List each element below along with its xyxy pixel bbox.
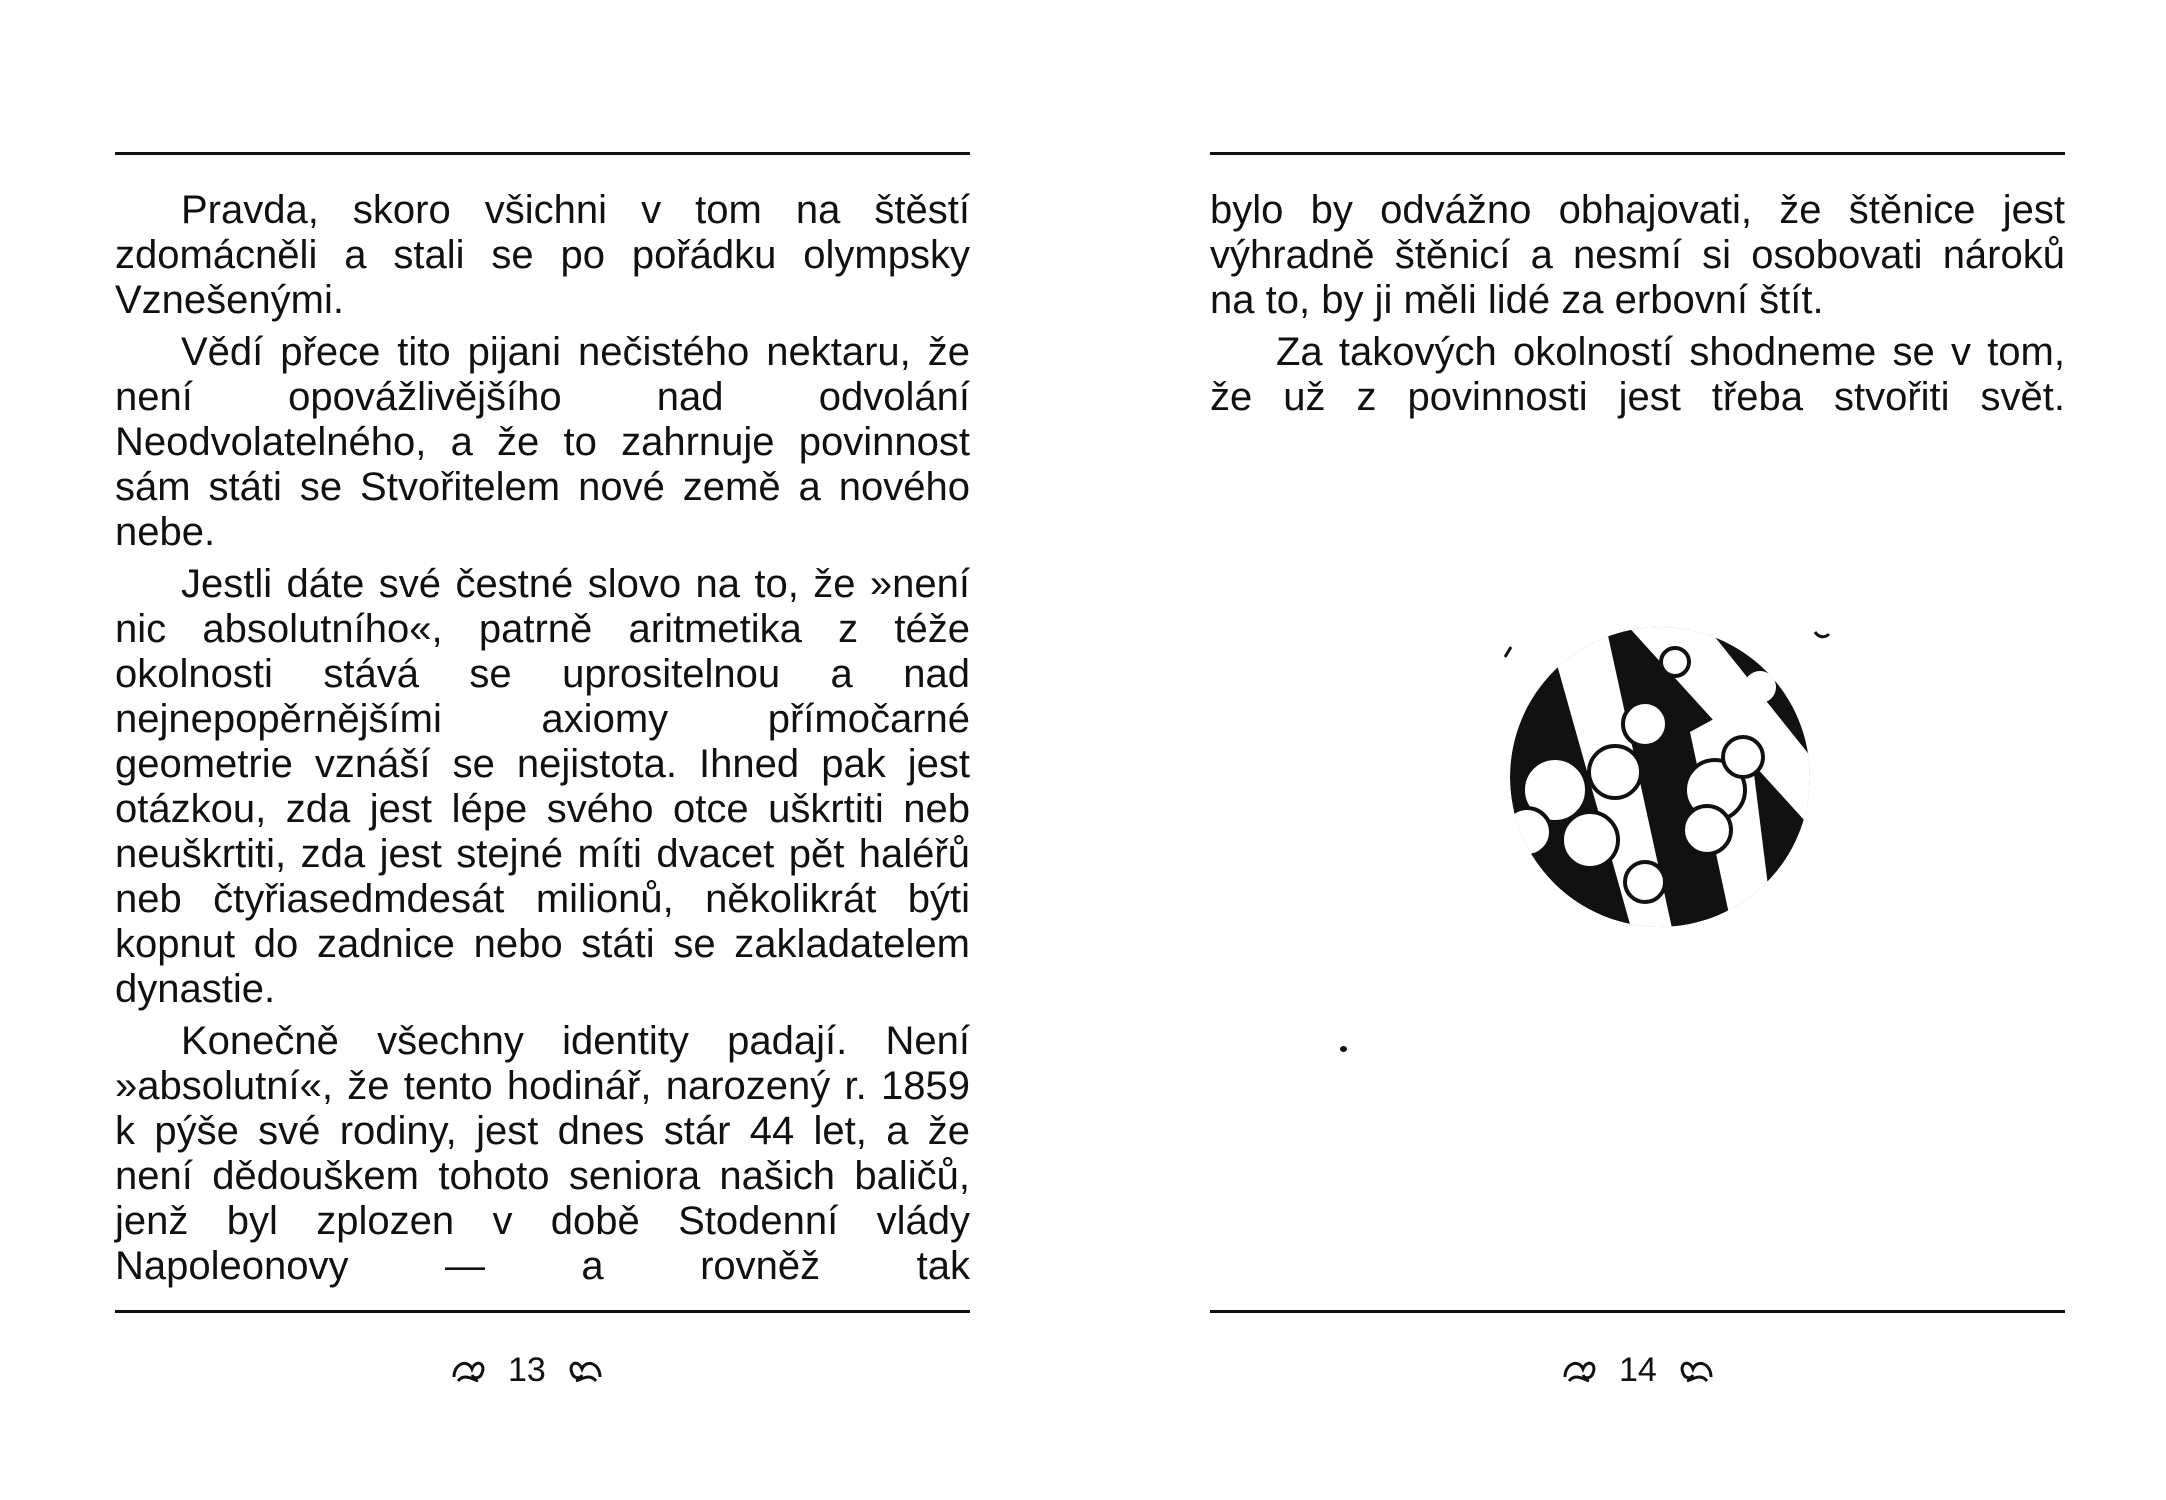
page-folio [450,1350,604,1390]
paragraph: bylo by odvážno obhajovati, že štěnice jest výhradně štěnicí a nesmí si osobovati nároků na to, by ji měli lidé za erbovní štít. [1210,188,2065,322]
page-number: 13 [508,1351,546,1389]
floral-ornament-left-icon [1561,1355,1605,1385]
top-rule [115,152,970,155]
page-number: 14 [1619,1351,1657,1389]
paragraph: Pravda, skoro všichni v tom na štěstí zdomácněli a stali se po pořádku olympsky Vznešenými. [115,188,970,322]
right-text-block [1210,188,2065,427]
paragraph: Jestli dáte své čestné slovo na to, že »není nic absolutního«, patrně aritmetika z téže okolnosti stává se uprositelnou a nad nejnepopěrnějšími axiomy přímočarné geometrie vznáší se nejistota. Ihned pak jest otázkou, zda jest lépe svého otce uškrtiti neb neuškrtiti, zda jest stejné míti dvacet pět haléřů neb čtyřiasedmdesát milionů, několikrát býti kopnut do zadnice nebo státi se zakladatelem dynastie. [115,562,970,1011]
bottom-rule [115,1310,970,1313]
abstract-circle-illustration-icon [1485,612,1845,942]
bottom-rule [1210,1310,2065,1313]
page-folio [1561,1350,1715,1390]
floral-ornament-left-icon [450,1355,494,1385]
top-rule [1210,152,2065,155]
paragraph: Konečně všechny identity padají. Není »absolutní«, že tento hodinář, narozený r. 1859 k pýše své rodiny, jest dnes stár 44 let, a že není dědouškem tohoto seniora našich baličů, jenž byl zplozen v době Stodenní vlády Napoleonovy — a rovněž tak [115,1019,970,1288]
floral-ornament-right-icon [560,1355,604,1385]
ink-speck [1340,1046,1347,1052]
right-page [1083,0,2166,1500]
paragraph: Za takových okolností shodneme se v tom, že už z povinnosti jest třeba stvořiti svět. [1210,330,2065,419]
floral-ornament-right-icon [1671,1355,1715,1385]
left-text-block [115,188,970,1296]
paragraph: Vědí přece tito pijani nečistého nektaru, že není opovážlivějšího nad odvolání Neodvolatelného, a že to zahrnuje povinnost sám státi se Stvořitelem nové země a nového nebe. [115,330,970,554]
